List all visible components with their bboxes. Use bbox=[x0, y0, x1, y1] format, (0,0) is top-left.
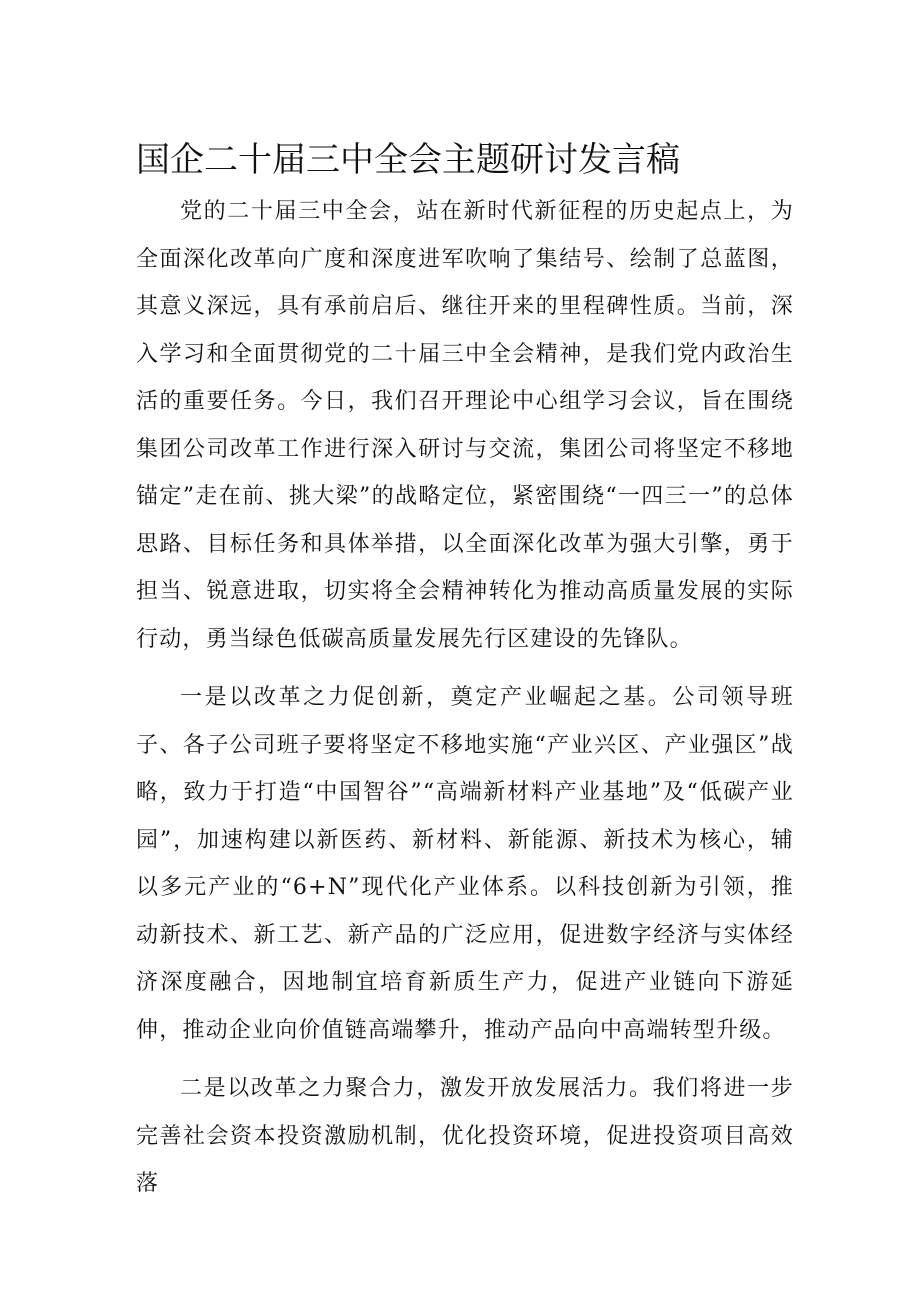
paragraph-intro: 党的二十届三中全会，站在新时代新征程的历史起点上，为全面深化改革向广度和深度进军吹响了集结号、绘制了总蓝图，其意义深远，具有承前启后、继往开来的里程碑性质。当前，深入学习和全面贯彻党的二十届三中全会精神，是我们党内政治生活的重要任务。今日，我们召开理论中心组学习会议，旨在围绕集团公司改革工作进行深入研讨与交流，集团公司将坚定不移地锚定”走在前、挑大梁”的战略定位，紧密围绕“一四三一”的总体思路、目标任务和具体举措，以全面深化改革为强大引擎，勇于担当、锐意进取，切实将全会精神转化为推动高质量发展的实际行动，勇当绿色低碳高质量发展先行区建设的先锋队。 bbox=[136, 199, 794, 652]
document-title: 国企二十届三中全会主题研讨发言稿 bbox=[136, 140, 680, 180]
document-body bbox=[136, 188, 794, 1219]
paragraph-point-one: 一是以改革之力促创新，奠定产业崛起之基。公司领导班子、各子公司班子要将坚定不移地实施“产业兴区、产业强区”战略，致力于打造“中国智谷”“高端新材料产业基地”及“低碳产业园”，加速构建以新医药、新材料、新能源、新技术为核心，辅以多元产业的“6+N”现代化产业体系。以科技创新为引领，推动新技术、新工艺、新产品的广泛应用，促进数字经济与实体经济深度融合，因地制宜培育新质生产力，促进产业链向下游延伸，推动企业向价值链高端攀升，推动产品向中高端转型升级。 bbox=[136, 685, 794, 1043]
paragraph-point-two: 二是以改革之力聚合力，激发开放发展活力。我们将进一步完善社会资本投资激励机制，优化投资环境，促进投资项目高效落 bbox=[136, 1076, 794, 1196]
